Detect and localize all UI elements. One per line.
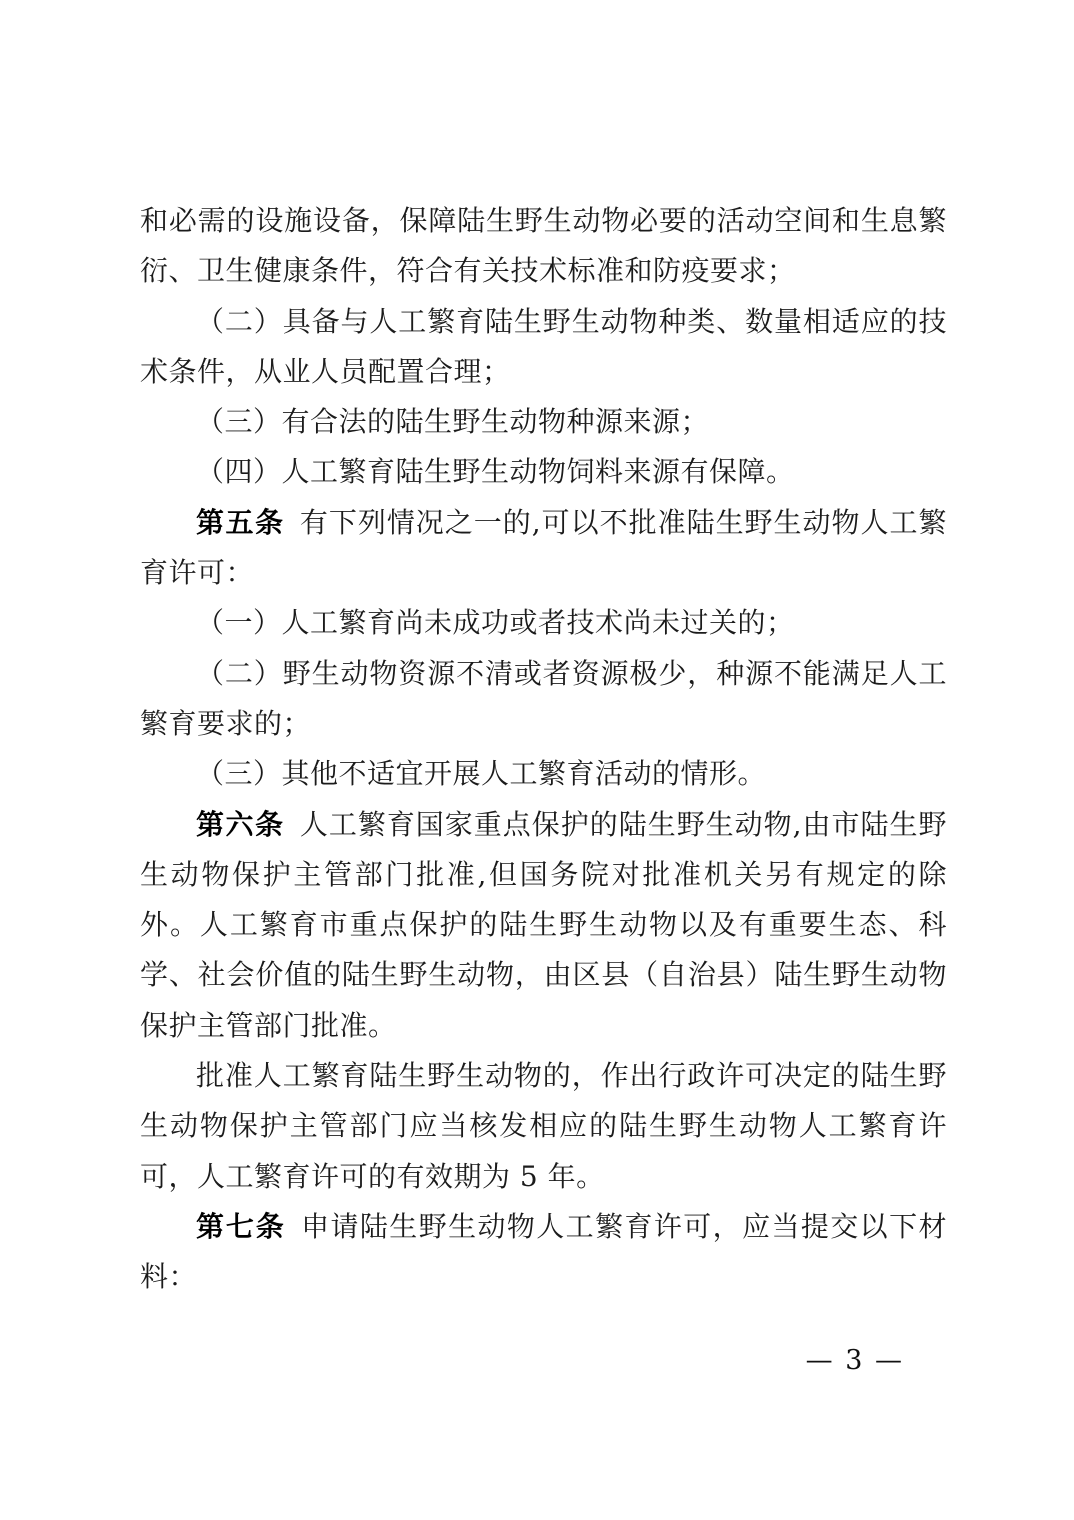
paragraph: 和必需的设施设备，保障陆生野生动物必要的活动空间和生息繁衍、卫生健康条件，符合有关技术标准和防疫要求；	[140, 204, 947, 288]
paragraph: （一）人工繁育尚未成功或者技术尚未过关的；	[196, 606, 795, 640]
text-block	[140, 196, 947, 1303]
paragraph: （三）其他不适宜开展人工繁育活动的情形。	[196, 757, 767, 791]
article-number: 第五条	[196, 505, 285, 539]
paragraph: 第五条 有下列情况之一的,可以不批准陆生野生动物人工繁育许可：	[140, 505, 947, 590]
paragraph: 第六条 人工繁育国家重点保护的陆生野生动物,由市陆生野生动物保护主管部门批准,但国务院对批准机关另有规定的除外。人工繁育市重点保护的陆生野生动物以及有重要生态、科学、社会价值的陆生野生动物，由区县（自治县）陆生野生动物保护主管部门批准。	[140, 807, 947, 1042]
page-number: — 3 —	[805, 1345, 904, 1376]
paragraph: 批准人工繁育陆生野生动物的，作出行政许可决定的陆生野生动物保护主管部门应当核发相应的陆生野生动物人工繁育许可，人工繁育许可的有效期为 5 年。	[140, 1059, 947, 1193]
paragraph: （四）人工繁育陆生野生动物饲料来源有保障。	[196, 455, 795, 489]
article-number: 第六条	[196, 807, 285, 841]
paragraph: （三）有合法的陆生野生动物种源来源；	[196, 405, 710, 439]
paragraph: （二）野生动物资源不清或者资源极少，种源不能满足人工繁育要求的；	[140, 656, 947, 740]
article-number: 第七条	[196, 1209, 286, 1243]
paragraph: （二）具备与人工繁育陆生野生动物种类、数量相适应的技术条件，从业人员配置合理；	[140, 304, 947, 388]
paragraph: 第七条 申请陆生野生动物人工繁育许可，应当提交以下材料：	[140, 1209, 947, 1294]
